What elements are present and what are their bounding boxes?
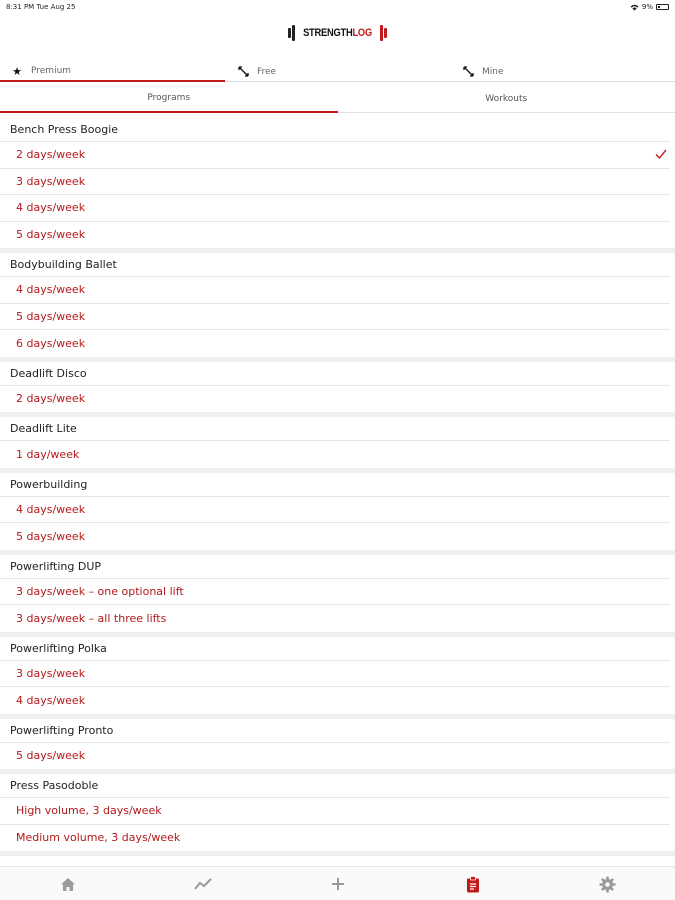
segment-tabs <box>0 85 675 113</box>
program-option[interactable] <box>0 497 670 524</box>
program-group-title: Deadlift Disco <box>0 362 670 386</box>
program-option-label: 5 days/week <box>16 309 86 323</box>
program-option-label: 4 days/week <box>16 283 86 297</box>
program-option[interactable] <box>0 222 670 249</box>
program-group <box>0 555 675 637</box>
battery-icon <box>656 4 669 10</box>
expand-arrows-icon <box>462 66 474 78</box>
program-option-label: 6 days/week <box>16 336 86 350</box>
gear-icon <box>599 876 616 893</box>
tab-premium-label: Premium <box>31 66 72 76</box>
clipboard-icon <box>466 876 480 893</box>
checkmark-icon <box>654 147 668 161</box>
bottom-nav <box>0 866 675 900</box>
program-option[interactable] <box>0 441 670 468</box>
program-list <box>0 118 675 856</box>
status-time-date: 8:31 PM Tue Aug 25 <box>6 3 76 11</box>
logo-text-right: LOG <box>352 27 372 39</box>
program-group-title: Powerlifting DUP <box>0 555 670 579</box>
nav-programs[interactable] <box>405 867 540 900</box>
star-icon: ★ <box>12 64 22 78</box>
plus-icon <box>331 877 345 891</box>
program-option-label: 4 days/week <box>16 502 86 516</box>
program-group <box>0 417 675 473</box>
program-option[interactable] <box>0 304 670 331</box>
program-group-title: Bench Press Boogie <box>0 118 670 142</box>
program-group <box>0 774 675 856</box>
expand-arrows-icon <box>237 66 249 78</box>
nav-add[interactable] <box>270 867 405 900</box>
program-option[interactable] <box>0 825 670 852</box>
tab-premium[interactable] <box>0 62 225 82</box>
program-group-title: Bodybuilding Ballet <box>0 253 670 277</box>
wifi-icon <box>630 4 639 11</box>
program-group <box>0 118 675 253</box>
logo-text-left: STRENGTH <box>303 27 353 39</box>
program-option-label: 2 days/week <box>16 148 86 162</box>
tab-mine-label: Mine <box>482 66 504 77</box>
program-group-title: Powerbuilding <box>0 473 670 497</box>
program-option-label: 3 days/week – one optional lift <box>16 584 184 598</box>
program-option-label: Medium volume, 3 days/week <box>16 831 181 845</box>
filter-tabs <box>0 62 675 82</box>
program-option[interactable] <box>0 605 670 632</box>
program-option[interactable] <box>0 798 670 825</box>
tab-programs[interactable]: Programs <box>0 85 338 113</box>
program-option-label: 3 days/week <box>16 666 86 680</box>
program-group <box>0 253 675 362</box>
program-option[interactable] <box>0 330 670 357</box>
nav-home[interactable] <box>0 867 135 900</box>
tab-mine[interactable] <box>450 62 675 82</box>
program-option[interactable] <box>0 169 670 196</box>
program-option-label: 2 days/week <box>16 392 86 406</box>
program-option-label: 3 days/week <box>16 174 86 188</box>
app-logo <box>0 22 675 44</box>
program-option[interactable] <box>0 195 670 222</box>
program-group <box>0 719 675 775</box>
battery-percent: 9% <box>641 3 653 11</box>
program-option-label: 4 days/week <box>16 201 86 215</box>
program-group <box>0 473 675 555</box>
program-group <box>0 362 675 418</box>
program-option[interactable] <box>0 743 670 770</box>
program-group-title: Press Pasodoble <box>0 774 670 798</box>
program-option-label: High volume, 3 days/week <box>16 804 162 818</box>
program-option[interactable] <box>0 277 670 304</box>
status-indicators <box>630 3 669 11</box>
program-option[interactable] <box>0 661 670 688</box>
program-group <box>0 637 675 719</box>
program-group-title: Powerlifting Polka <box>0 637 670 661</box>
program-option-label: 5 days/week <box>16 228 86 242</box>
program-option[interactable] <box>0 142 670 169</box>
tab-free[interactable] <box>225 62 450 82</box>
nav-progress[interactable] <box>135 867 270 900</box>
program-option-label: 5 days/week <box>16 749 86 763</box>
status-bar <box>0 0 675 14</box>
home-icon <box>60 877 76 892</box>
program-option[interactable] <box>0 579 670 606</box>
program-option-label: 3 days/week – all three lifts <box>16 611 167 625</box>
tab-workouts[interactable]: Workouts <box>485 94 528 104</box>
program-option[interactable] <box>0 523 670 550</box>
tab-free-label: Free <box>257 66 277 77</box>
program-option-label: 5 days/week <box>16 529 86 543</box>
program-group-title: Deadlift Lite <box>0 417 670 441</box>
program-option-label: 4 days/week <box>16 693 86 707</box>
program-group-title: Powerlifting Pronto <box>0 719 670 743</box>
chart-line-icon <box>194 878 212 890</box>
program-option[interactable] <box>0 386 670 413</box>
program-option[interactable] <box>0 687 670 714</box>
program-option-label: 1 day/week <box>16 447 80 461</box>
nav-settings[interactable] <box>540 867 675 900</box>
